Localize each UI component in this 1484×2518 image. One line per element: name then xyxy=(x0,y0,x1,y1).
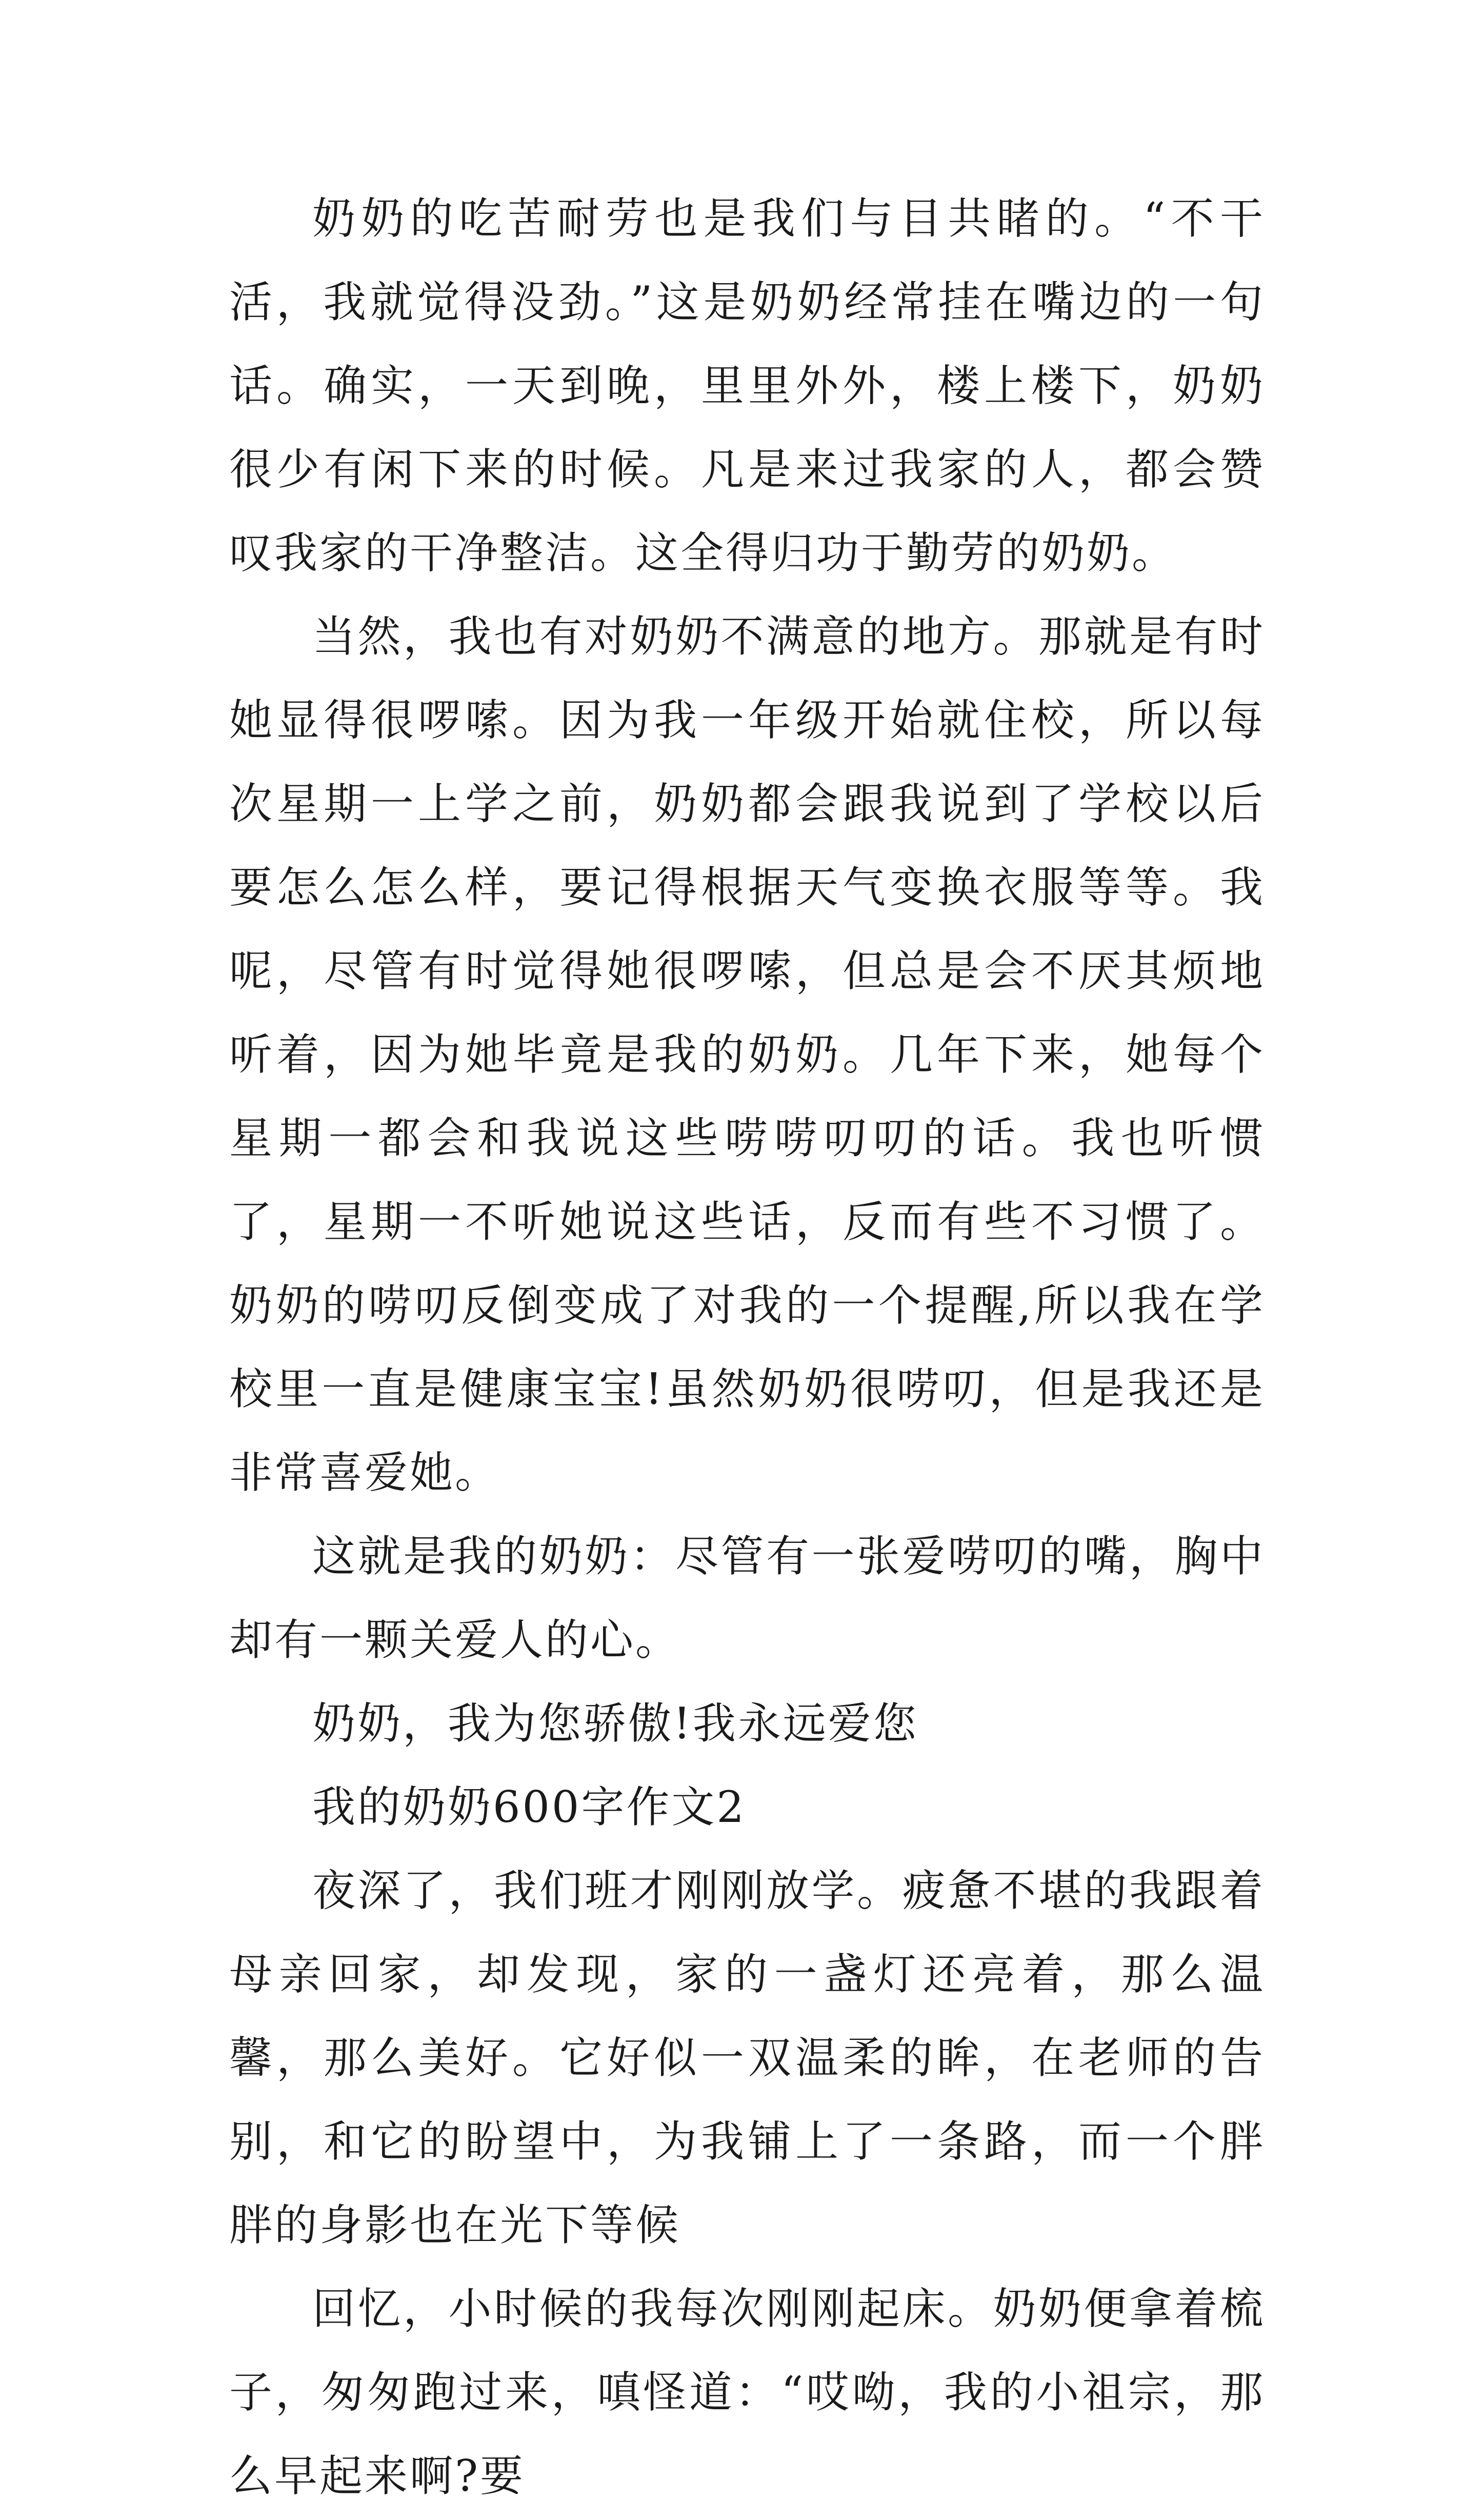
paragraph-night-return: 夜深了，我们班才刚刚放学。疲惫不堪的我跟着母亲回家，却发现，家的一盏灯还亮着，那么温馨，那么美好。它好似一双温柔的眸，在老师的告别，和它的盼望中，为我铺上了一条路，而一个胖胖的身影也在光下等候 xyxy=(229,1866,1265,2250)
document-body xyxy=(229,177,1265,2518)
paragraph-memory: 回忆，小时候的我每次刚刚起床。奶奶便拿着梳子，匆匆跑过来，嗔怪道：“哎呦，我的小祖宗，那么早起来啊?要 xyxy=(229,2284,1265,2501)
paragraph-grandma-hardworking: 奶奶的吃苦耐劳也是我们与目共睹的。“不干活，我就觉得没劲。”这是奶奶经常挂在嘴边的一句话。确实，一天到晚，里里外外，楼上楼下，奶奶很少有闲下来的时候。凡是来过我家的人，都会赞叹我家的干净整洁。这全得归功于勤劳的奶奶。 xyxy=(229,193,1265,578)
paragraph-closing: 奶奶，我为您骄傲!我永远爱您 xyxy=(312,1698,918,1749)
paragraph-summary: 这就是我的奶奶：尽管有一张爱唠叨的嘴，胸中却有一颗关爱人的心。 xyxy=(229,1531,1265,1665)
paragraph-grandma-nagging: 当然，我也有对奶奶不满意的地方。那就是有时她显得很啰嗦。因为我一年级开始就住校，所以每次星期一上学之前，奶奶都会跟我说到了学校以后要怎么怎么样，要记得根据天气变换衣服等等。我呢，尽管有时觉得她很啰嗦，但总是会不厌其烦地听着，因为她毕竟是我的奶奶。几年下来，她每个星期一都会和我说这些唠唠叨叨的话。我也听惯了，星期一不听她说这些话，反而有些不习惯了。奶奶的唠叨反倒变成了对我的一个提醒,所以我在学校里一直是健康宝宝!虽然奶奶很唠叨，但是我还是非常喜爱她。 xyxy=(229,611,1265,1498)
essay-heading: 我的奶奶600字作文2 xyxy=(312,1782,746,1832)
